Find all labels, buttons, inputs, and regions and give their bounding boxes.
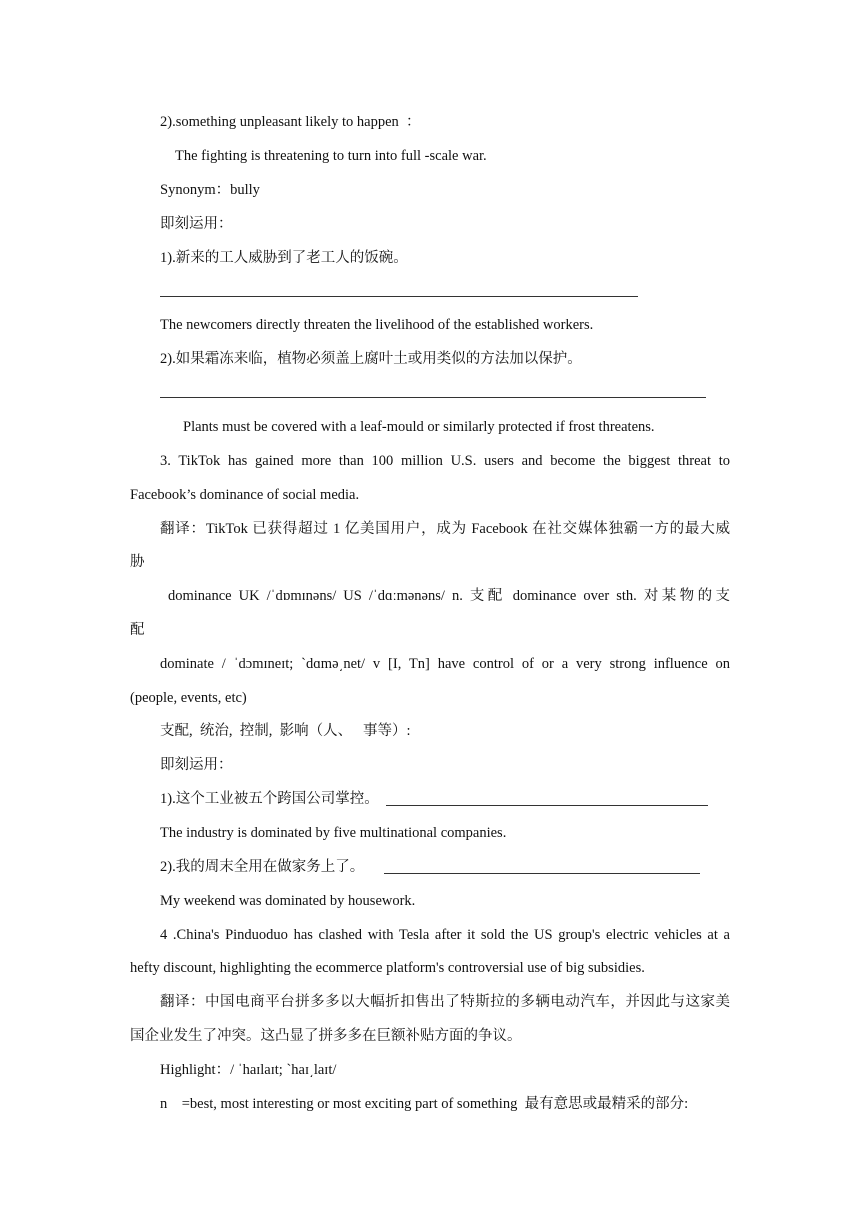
- practice-item: 2).我的周末全用在做家务上了。: [160, 859, 365, 875]
- answer-line: The industry is dominated by five multinational companies.: [160, 825, 507, 841]
- sentence-item-cont: hefty discount, highlighting the ecommerce platform's controversial use of big subsidies.: [130, 960, 645, 976]
- translation-line: 翻译：TikTok 已获得超过 1 亿美国用户，成为 Facebook 在社交媒体独霸一方的最大威: [160, 521, 730, 537]
- vocab-entry-cont: (people, events, etc): [130, 690, 247, 706]
- answer-line: My weekend was dominated by housework.: [160, 893, 416, 909]
- chinese-meaning: 支配, 统治, 控制, 影响（人、 事等）:: [160, 723, 411, 739]
- translation-line-cont: 国企业发生了冲突。这凸显了拼多多在巨额补贴方面的争议。: [130, 1028, 522, 1044]
- answer-line: The newcomers directly threaten the livelihood of the established workers.: [160, 317, 594, 333]
- practice-item: 2).如果霜冻来临，植物必须盖上腐叶土或用类似的方法加以保护。: [160, 351, 582, 367]
- practice-item: 1).这个工业被五个跨国公司掌控。: [160, 791, 379, 807]
- vocab-entry: dominate / ˈdɔmɪneɪt; `dɑmə͵net/ v [I, Tn] have control of or a very strong influence on: [160, 656, 730, 672]
- translation-line: 翻译：中国电商平台拼多多以大幅折扣售出了特斯拉的多辆电动汽车，并因此与这家美: [160, 994, 730, 1010]
- answer-line: Plants must be covered with a leaf-mould or similarly protected if frost threatens.: [183, 419, 655, 435]
- vocab-definition: n =best, most interesting or most exciting part of something 最有意思或最精采的部分:: [160, 1096, 689, 1112]
- answer-blank[interactable]: [160, 397, 706, 398]
- sentence-item: 4 .China's Pinduoduo has clashed with Tesla after it sold the US group's electric vehicles at a: [160, 927, 730, 943]
- vocab-entry-cont: 配: [130, 622, 145, 638]
- translation-line-cont: 胁: [130, 554, 145, 570]
- sentence-item: 3. TikTok has gained more than 100 million U.S. users and become the biggest threat to: [160, 453, 730, 469]
- practice-item: 1).新来的工人威胁到了老工人的饭碗。: [160, 250, 408, 266]
- sentence-item-cont: Facebook’s dominance of social media.: [130, 487, 360, 503]
- answer-blank[interactable]: [386, 805, 708, 806]
- vocab-entry: dominance UK /ˈdɒmɪnəns/ US /ˈdɑːmənəns/ n. 支配 dominance over sth. 对某物的支: [168, 588, 730, 604]
- practice-heading: 即刻运用：: [160, 216, 233, 232]
- answer-blank[interactable]: [384, 873, 700, 874]
- example-sentence: The fighting is threatening to turn into full -scale war.: [175, 148, 487, 164]
- answer-blank[interactable]: [160, 296, 638, 297]
- practice-heading: 即刻运用：: [160, 757, 233, 773]
- synonym-line: Synonym：bully: [160, 182, 260, 198]
- definition-line: 2).something unpleasant likely to happen ：: [160, 114, 421, 130]
- vocab-entry: Highlight：/ ˈhaɪlaɪt; `haɪ͵laɪt/: [160, 1062, 337, 1078]
